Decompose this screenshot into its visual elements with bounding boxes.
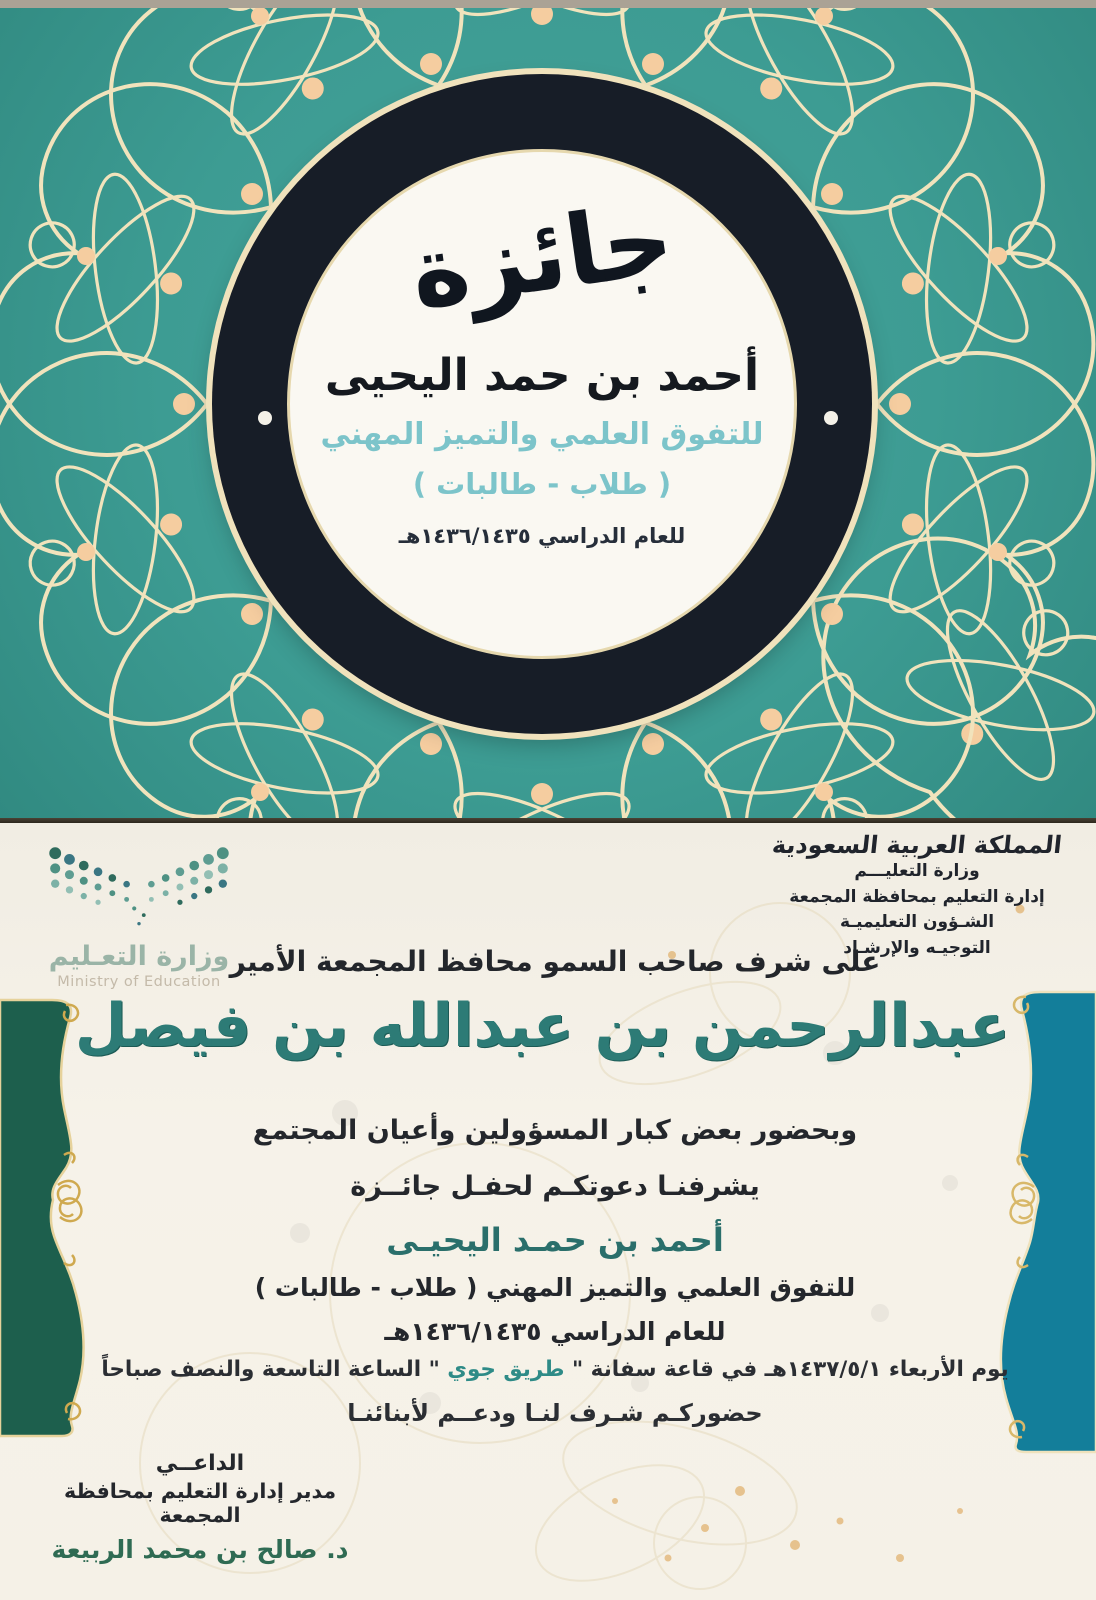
letterhead-country: المملكة العربية السعودية [770, 831, 1064, 859]
center-medallion [287, 149, 797, 659]
award-academic-year: للعام الدراسي ١٤٣٦/١٤٣٥هـ [398, 524, 686, 548]
letterhead-ministry: وزارة التعليـــم [854, 861, 980, 881]
closing-line: حضوركـم شـرف لنـا ودعــم لأبنائنـا [347, 1399, 763, 1427]
award-audience: ( طلاب - طالبات ) [412, 467, 672, 501]
academic-year-line: للعام الدراسي ١٤٣٦/١٤٣٥هـ [384, 1317, 726, 1346]
ring-dot-right [824, 411, 838, 425]
letterhead-department: إدارة التعليم بمحافظة المجمعة [789, 886, 1045, 907]
event-date-text: يوم الأربعاء ١٤٣٧/٥/١هـ في قاعة سفانة " [564, 1357, 1009, 1382]
letterhead-affairs: الشـؤون التعليميـة [839, 912, 995, 932]
event-time-text: " الساعة التاسعة والنصف صباحاً [101, 1357, 448, 1382]
signature-block [30, 1451, 370, 1564]
signature-title: مدير إدارة التعليم بمحافظة المجمعة [63, 1479, 337, 1527]
signature-name: د. صالح بن محمد الربيعة [51, 1535, 349, 1564]
venue-name-highlight: طريق جوي [447, 1357, 565, 1382]
ministry-logo-english: Ministry of Education [57, 974, 221, 990]
honor-line: على شرف صاحب السمو محافظ المجمعة الأمير [229, 945, 881, 978]
award-name-line: أحمد بن حمـد اليحيـى [386, 1221, 724, 1259]
award-word-calligraphy: جائزة [403, 182, 681, 332]
event-details-line [100, 1357, 1010, 1382]
photo-edge-strip [0, 0, 1096, 8]
invite-line: يشرفنـا دعوتكـم لحفـل جائــزة [350, 1171, 760, 1202]
ring-dot-left [258, 411, 272, 425]
letterhead-guidance: التوجيـه والإرشـاد [843, 937, 991, 958]
ministry-logo-arabic: وزارة التعـليم [48, 941, 230, 972]
prince-name-calligraphy: عبدالرحمن بن عبدالله بن فيصل [74, 991, 1010, 1061]
award-name-title: أحمد بن حمد اليحيى [324, 350, 760, 401]
award-subtitle: للتفوق العلمي والتميز المهني [320, 417, 764, 452]
attendees-line: وبحضور بعض كبار المسؤولين وأعيان المجتمع [252, 1115, 858, 1146]
signature-label: الداعــي [155, 1451, 245, 1476]
invitation-card [0, 823, 1096, 1600]
award-scope-line: للتفوق العلمي والتميز المهني ( طلاب - طالبات ) [254, 1273, 856, 1302]
